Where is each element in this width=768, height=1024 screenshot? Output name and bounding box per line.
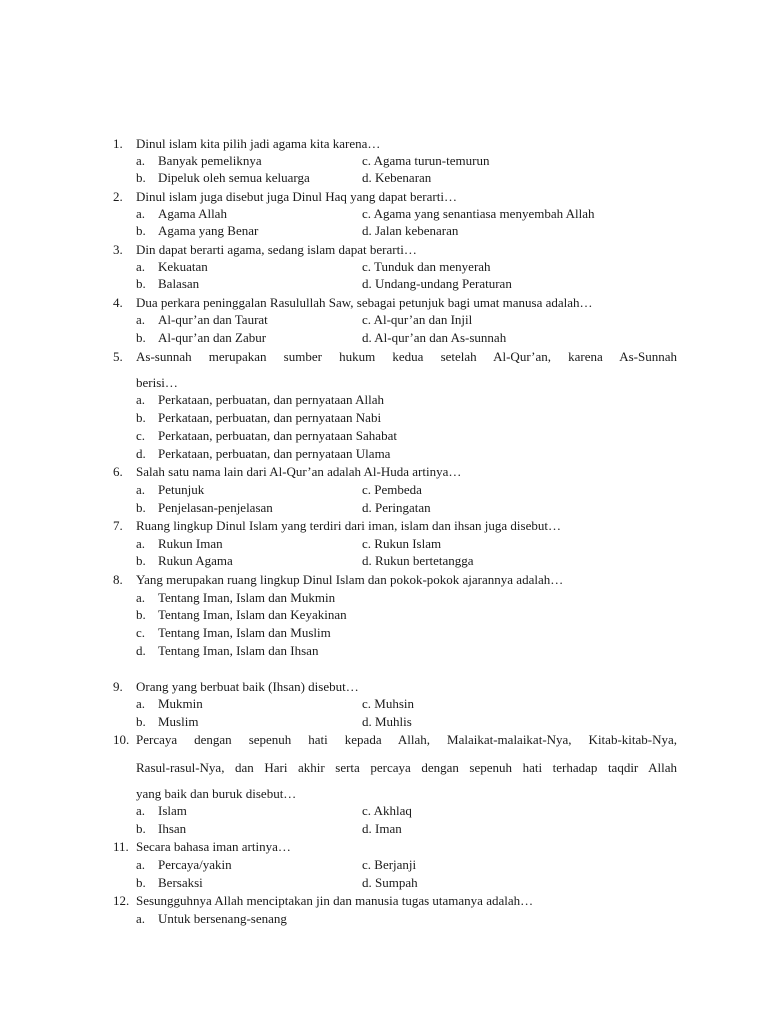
option-a: a. Al-qur’an dan Taurat	[136, 312, 268, 327]
question-number: 12.	[113, 893, 130, 908]
option-c: c. Agama yang senantiasa menyembah Allah	[362, 206, 595, 221]
question-text-cont: berisi…	[136, 375, 178, 390]
option-a: a. Perkataan, perbuatan, dan pernyataan Allah	[136, 392, 384, 407]
question-text: Orang yang berbuat baik (Ihsan) disebut…	[136, 679, 359, 694]
option-a: a. Banyak pemeliknya	[136, 153, 262, 168]
option-a: a. Mukmin	[136, 696, 203, 711]
option-c: c. Agama turun-temurun	[362, 153, 490, 168]
question-text: Dua perkara peninggalan Rasulullah Saw, sebagai petunjuk bagi umat manusa adalah…	[136, 295, 593, 310]
option-a: a. Rukun Iman	[136, 536, 223, 551]
question-text-cont: yang baik dan buruk disebut…	[136, 786, 297, 801]
option-b: b. Tentang Iman, Islam dan Keyakinan	[136, 607, 347, 622]
question-number: 1.	[113, 136, 123, 151]
question-text: Dinul islam juga disebut juga Dinul Haq yang dapat berarti…	[136, 189, 457, 204]
option-c: c. Rukun Islam	[362, 536, 442, 551]
option-d: d. Peringatan	[362, 500, 431, 515]
option-c: c. Pembeda	[362, 482, 422, 497]
question-text: Salah satu nama lain dari Al-Qur’an adalah Al-Huda artinya…	[136, 464, 462, 479]
option-d: d. Sumpah	[362, 875, 418, 890]
option-d: d. Rukun bertetangga	[362, 553, 474, 568]
option-a: a. Tentang Iman, Islam dan Mukmin	[136, 590, 336, 605]
option-d: d. Perkataan, perbuatan, dan pernyataan Ulama	[136, 446, 391, 461]
option-c: c. Berjanji	[362, 857, 417, 872]
question-number: 3.	[113, 242, 123, 257]
option-c: c. Tentang Iman, Islam dan Muslim	[136, 625, 331, 640]
option-a: a. Kekuatan	[136, 259, 208, 274]
question-text: Sesungguhnya Allah menciptakan jin dan manusia tugas utamanya adalah…	[136, 893, 534, 908]
option-d: d. Tentang Iman, Islam dan Ihsan	[136, 643, 319, 658]
question-number: 8.	[113, 572, 123, 587]
question-number: 5.	[113, 349, 123, 364]
question-text: Percaya dengan sepenuh hati kepada Allah, Malaikat-malaikat-Nya, Kitab-kitab-Nya,	[136, 732, 677, 747]
option-b: b. Perkataan, perbuatan, dan pernyataan Nabi	[136, 410, 382, 425]
option-d: d. Undang-undang Peraturan	[362, 276, 512, 291]
option-a: a. Untuk bersenang-senang	[136, 911, 287, 926]
option-b: b. Al-qur’an dan Zabur	[136, 330, 267, 345]
question-number: 11.	[113, 839, 129, 854]
option-c: c. Tunduk dan menyerah	[362, 259, 491, 274]
question-number: 2.	[113, 189, 123, 204]
option-b: b. Muslim	[136, 714, 199, 729]
question-number: 4.	[113, 295, 123, 310]
option-c: c. Al-qur’an dan Injil	[362, 312, 473, 327]
question-number: 10.	[113, 732, 130, 747]
option-d: d. Jalan kebenaran	[362, 223, 459, 238]
question-text: Din dapat berarti agama, sedang islam dapat berarti…	[136, 242, 417, 257]
option-a: a. Percaya/yakin	[136, 857, 232, 872]
question-text: Yang merupakan ruang lingkup Dinul Islam dan pokok-pokok ajarannya adalah…	[136, 572, 564, 587]
option-b: b. Bersaksi	[136, 875, 203, 890]
question-text-cont: Rasul-rasul-Nya, dan Hari akhir serta percaya dengan sepenuh hati terhadap taqdir Allah	[136, 760, 677, 775]
option-b: b. Balasan	[136, 276, 200, 291]
option-b: b. Penjelasan-penjelasan	[136, 500, 273, 515]
option-d: d. Muhlis	[362, 714, 412, 729]
option-d: d. Al-qur’an dan As-sunnah	[362, 330, 507, 345]
option-c: c. Akhlaq	[362, 803, 412, 818]
option-b: b. Ihsan	[136, 821, 187, 836]
option-a: a. Agama Allah	[136, 206, 227, 221]
question-text: Secara bahasa iman artinya…	[136, 839, 291, 854]
option-b: b. Agama yang Benar	[136, 223, 259, 238]
question-text: As-sunnah merupakan sumber hukum kedua setelah Al-Qur’an, karena As-Sunnah	[136, 349, 677, 364]
option-b: b. Rukun Agama	[136, 553, 233, 568]
question-number: 7.	[113, 518, 123, 533]
question-number: 9.	[113, 679, 123, 694]
question-text: Ruang lingkup Dinul Islam yang terdiri dari iman, islam dan ihsan juga disebut…	[136, 518, 561, 533]
option-d: d. Kebenaran	[362, 170, 432, 185]
option-a: a. Petunjuk	[136, 482, 205, 497]
question-number: 6.	[113, 464, 123, 479]
option-c: c. Perkataan, perbuatan, dan pernyataan Sahabat	[136, 428, 397, 443]
option-d: d. Iman	[362, 821, 402, 836]
option-c: c. Muhsin	[362, 696, 415, 711]
option-a: a. Islam	[136, 803, 187, 818]
option-b: b. Dipeluk oleh semua keluarga	[136, 170, 310, 185]
question-text: Dinul islam kita pilih jadi agama kita karena…	[136, 136, 381, 151]
